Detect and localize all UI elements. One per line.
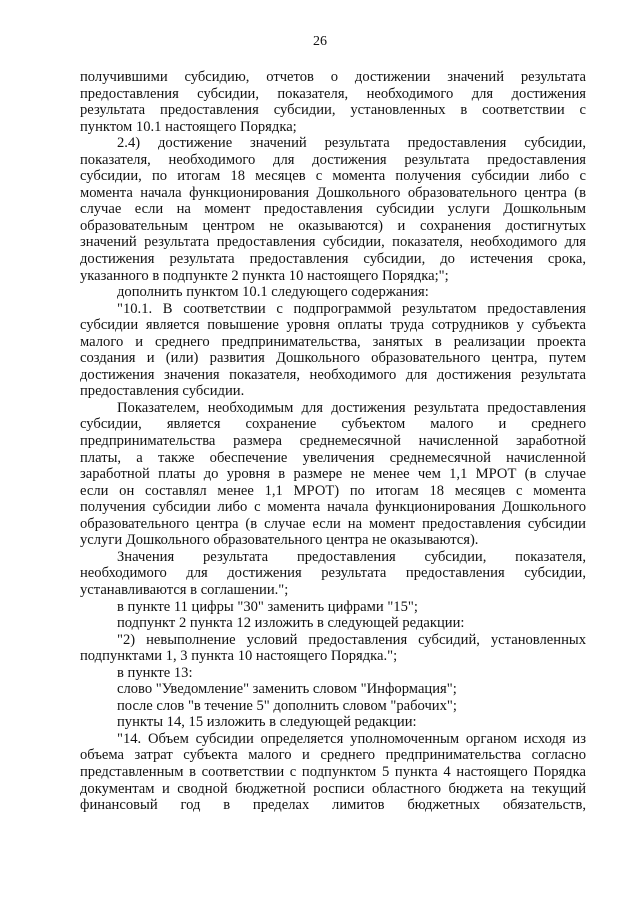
document-body [80, 69, 586, 814]
text-line: предпринимательства размера среднемесячной начисленной заработной [80, 433, 586, 450]
text-line: в пункте 11 цифры "30" заменить цифрами "15"; [117, 598, 418, 615]
text-line: образовательным центром не оказываются) и сохранения достигнутых [80, 217, 586, 234]
text-line: в пункте 13: [117, 664, 193, 681]
text-line: указанного в подпункте 2 пункта 10 настоящего Порядка;"; [80, 267, 449, 284]
text-line: Значения результата предоставления субсидии, показателя, [117, 548, 586, 565]
text-line: значений результата предоставления субсидии, показателя, необходимого для [80, 234, 586, 251]
text-line: подпунктами 1, 3 пункта 10 настоящего Порядка."; [80, 648, 398, 665]
text-line: необходимого для достижения результата предоставления субсидии, [80, 565, 586, 582]
text-line: платы, а также обеспечение увеличения среднемесячной начисленной [80, 449, 586, 466]
text-line: получения субсидии либо с момента начала функционирования Дошкольного [80, 499, 586, 516]
text-line: пункты 14, 15 изложить в следующей редакции: [117, 714, 417, 731]
text-line: подпункт 2 пункта 12 изложить в следующей редакции: [117, 615, 465, 632]
text-line: пунктом 10.1 настоящего Порядка; [80, 118, 297, 135]
page-number: 26 [313, 34, 327, 49]
text-line: малого и среднего предпринимательства, занятых в реализации проекта [80, 333, 586, 350]
text-line: Показателем, необходимым для достижения результата предоставления [117, 399, 586, 416]
text-line: предоставления субсидии. [80, 383, 245, 400]
text-line: предоставления субсидии, показателя, необходимого для достижения [80, 85, 586, 102]
text-line: результата предоставления субсидии, установленных в соответствии с [80, 102, 586, 119]
text-line: субсидии, является сохранение субъектом малого и среднего [80, 416, 586, 433]
text-line: если он составлял менее 1,1 МРОТ) по итогам 18 месяцев с момента [80, 482, 586, 499]
text-line: 2.4) достижение значений результата предоставления субсидии, [117, 135, 586, 152]
text-line: создания и (или) развития Дошкольного образовательного центра, путем [80, 350, 586, 367]
text-line: устанавливаются в соглашении."; [80, 581, 289, 598]
text-line: услуги Дошкольного образовательного центра не оказываются). [80, 532, 479, 549]
text-line: финансовый год в пределах лимитов бюджетных обязательств, [80, 797, 586, 814]
text-line: представленным в соответствии с подпунктом 5 пункта 4 настоящего Порядка [80, 763, 586, 780]
text-line: слово "Уведомление" заменить словом "Информация"; [117, 681, 457, 698]
text-line: случае если на момент предоставления субсидии услуги Дошкольным [80, 201, 586, 218]
text-line: субсидии является повышение уровня оплаты труда сотрудников у субъекта [80, 317, 586, 334]
text-line: "10.1. В соответствии с подпрограммой результатом предоставления [117, 300, 586, 317]
text-line: дополнить пунктом 10.1 следующего содержания: [117, 284, 429, 301]
text-line: получившими субсидию, отчетов о достижении значений результата [80, 69, 586, 85]
text-line: "14. Объем субсидии определяется уполномоченным органом исходя из [117, 730, 586, 747]
text-line: "2) невыполнение условий предоставления субсидий, установленных [117, 631, 586, 648]
text-line: достижения результата предоставления субсидии, до истечения срока, [80, 251, 586, 268]
text-line: документам и сводной бюджетной росписи областного бюджета на текущий [80, 780, 586, 797]
text-line: показателя, необходимого для достижения результата предоставления [80, 151, 586, 168]
text-line: достижения значения показателя, необходимого для достижения результата [80, 366, 586, 383]
text-line: момента начала функционирования Дошкольного образовательного центра (в [80, 184, 586, 201]
text-line: образовательного центра (в случае если на момент предоставления субсидии [80, 515, 586, 532]
text-line: после слов "в течение 5" дополнить словом "рабочих"; [117, 697, 457, 714]
text-line: субсидии, по итогам 18 месяцев с момента получения субсидии либо с [80, 168, 586, 185]
text-line: объема затрат субъекта малого и среднего предпринимательства согласно [80, 747, 586, 764]
text-line: заработной платы до уровня в размере не менее чем 1,1 МРОТ (в случае [80, 466, 586, 483]
